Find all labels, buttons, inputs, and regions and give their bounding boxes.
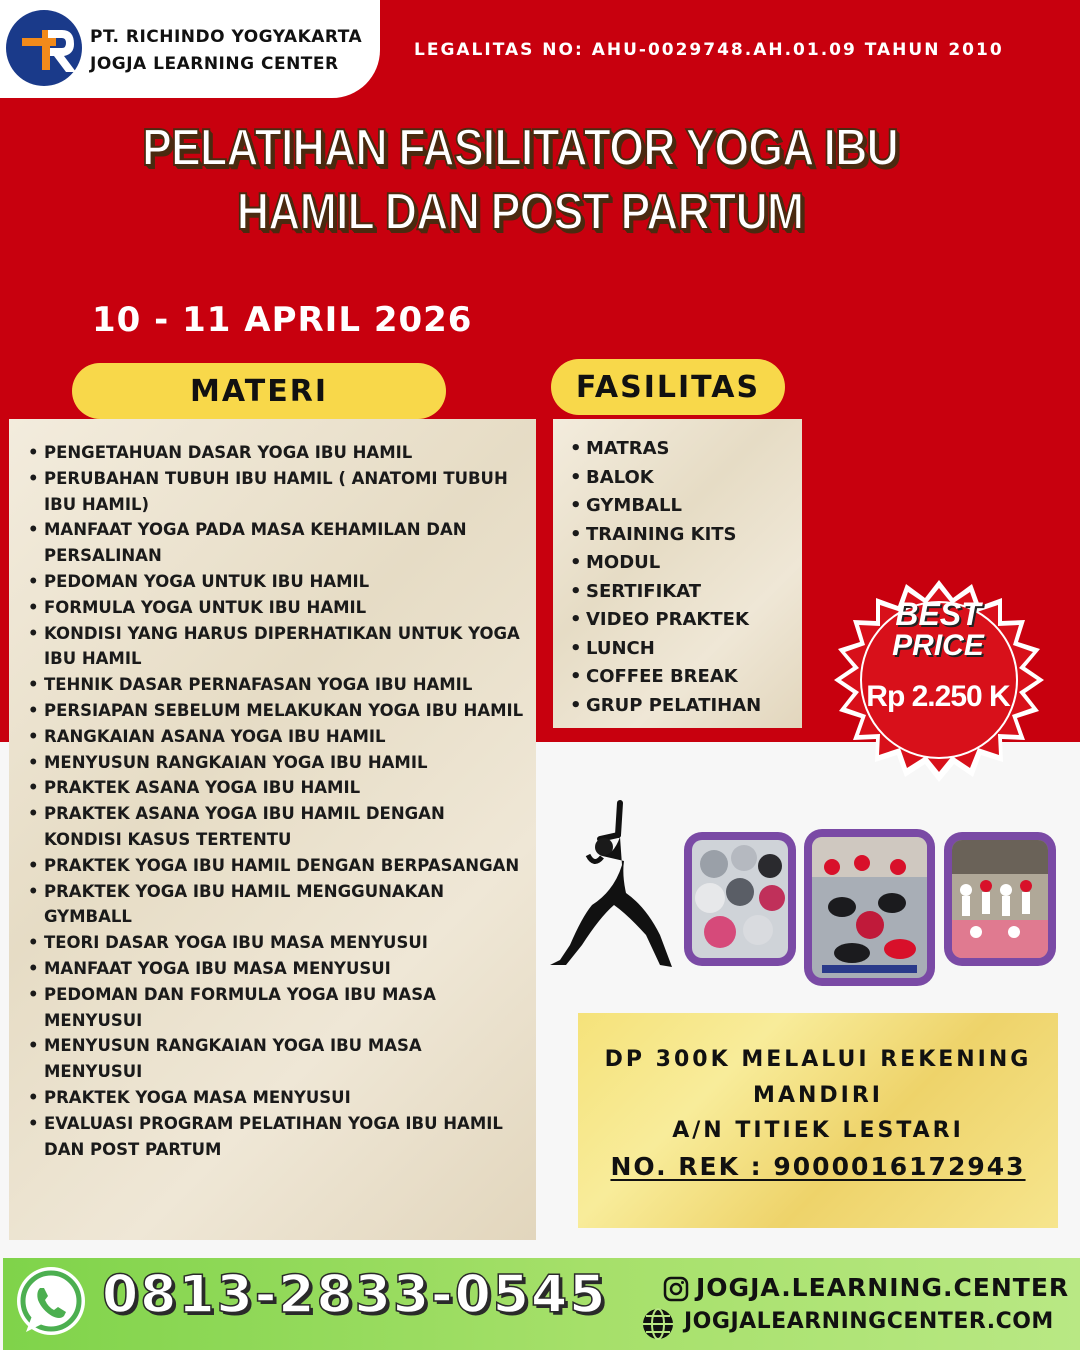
list-item: • EVALUASI PROGRAM PELATIHAN YOGA IBU HAMIL DAN POST PARTUM	[28, 1111, 524, 1163]
list-item: • PRAKTEK YOGA MASA MENYUSUI	[28, 1085, 524, 1111]
list-item: • MANFAAT YOGA IBU MASA MENYUSUI	[28, 956, 524, 982]
company-line-1: PT. RICHINDO YOGYAKARTA	[90, 27, 363, 47]
account-number: NO. REK : 9000016172943	[610, 1151, 1026, 1181]
photo-gymballs	[684, 832, 796, 966]
list-item: • VIDEO PRAKTEK	[570, 606, 800, 635]
list-item: • LUNCH	[570, 635, 800, 664]
globe-icon	[640, 1306, 676, 1342]
list-item: • PEDOMAN DAN FORMULA YOGA IBU MASA MENYUSUI	[28, 982, 524, 1034]
list-item: • PEDOMAN YOGA UNTUK IBU HAMIL	[28, 569, 524, 595]
list-item: • KONDISI YANG HARUS DIPERHATIKAN UNTUK YOGA IBU HAMIL	[28, 621, 524, 673]
list-item: • TRAINING KITS	[570, 521, 800, 550]
fasilitas-list	[570, 435, 800, 720]
phone-number[interactable]: 0813-2833-0545	[102, 1265, 608, 1325]
list-item: • TEHNIK DASAR PERNAFASAN YOGA IBU HAMIL	[28, 672, 524, 698]
list-item: • MENYUSUN RANGKAIAN YOGA IBU MASA MENYUSUI	[28, 1033, 524, 1085]
company-line-2: JOGJA LEARNING CENTER	[90, 54, 339, 74]
list-item: • PRAKTEK YOGA IBU HAMIL DENGAN BERPASANGAN	[28, 853, 524, 879]
list-item: • PRAKTEK ASANA YOGA IBU HAMIL DENGAN KONDISI KASUS TERTENTU	[28, 801, 524, 853]
whatsapp-icon[interactable]	[12, 1262, 90, 1340]
payment-line-3: A/N TITIEK LESTARI	[672, 1118, 964, 1143]
list-item: • SERTIFIKAT	[570, 578, 800, 607]
title-line-1: PELATIHAN FASILITATOR YOGA IBU	[142, 119, 898, 177]
list-item: • MANFAAT YOGA PADA MASA KEHAMILAN DAN PERSALINAN	[28, 517, 524, 569]
event-date: 10 - 11 APRIL 2026	[92, 300, 473, 340]
list-item: • MODUL	[570, 549, 800, 578]
badge-amount: Rp 2.250 K	[866, 680, 1010, 713]
list-item: • RANGKAIAN ASANA YOGA IBU HAMIL	[28, 724, 524, 750]
payment-line-1: DP 300K MELALUI REKENING	[604, 1047, 1032, 1072]
list-item: • TEORI DASAR YOGA IBU MASA MENYUSUI	[28, 930, 524, 956]
instagram-icon	[663, 1276, 689, 1302]
photo-group-class	[804, 829, 935, 986]
list-item: • BALOK	[570, 464, 800, 493]
list-item: • COFFEE BREAK	[570, 663, 800, 692]
materi-list	[28, 440, 524, 1162]
fasilitas-heading: FASILITAS	[551, 359, 785, 415]
website-url[interactable]: JOGJALEARNINGCENTER.COM	[684, 1309, 1054, 1334]
photo-yoga-hall	[944, 832, 1056, 966]
company-name	[90, 24, 362, 78]
list-item: • MENYUSUN RANGKAIAN YOGA IBU HAMIL	[28, 750, 524, 776]
logo-icon	[4, 8, 84, 88]
list-item: • PERUBAHAN TUBUH IBU HAMIL ( ANATOMI TUBUH IBU HAMIL)	[28, 466, 524, 518]
instagram-handle[interactable]: JOGJA.LEARNING.CENTER	[696, 1273, 1070, 1302]
list-item: • FORMULA YOGA UNTUK IBU HAMIL	[28, 595, 524, 621]
list-item: • MATRAS	[570, 435, 800, 464]
materi-heading: MATERI	[72, 363, 446, 419]
badge-price-text: PRICE	[892, 629, 984, 662]
list-item: • PRAKTEK ASANA YOGA IBU HAMIL	[28, 775, 524, 801]
list-item: • GRUP PELATIHAN	[570, 692, 800, 721]
list-item: • GYMBALL	[570, 492, 800, 521]
list-item: • PENGETAHUAN DASAR YOGA IBU HAMIL	[28, 440, 524, 466]
payment-line-2: MANDIRI	[753, 1082, 883, 1108]
title-line-2: HAMIL DAN POST PARTUM	[236, 183, 804, 241]
yoga-pose-figure	[542, 795, 682, 975]
list-item: • PRAKTEK YOGA IBU HAMIL MENGGUNAKAN GYMBALL	[28, 879, 524, 931]
payment-info	[578, 1042, 1058, 1184]
list-item: • PERSIAPAN SEBELUM MELAKUKAN YOGA IBU HAMIL	[28, 698, 524, 724]
badge-best-text: BEST	[895, 596, 981, 632]
legal-number: LEGALITAS NO: AHU-0029748.AH.01.09 TAHUN 2010	[414, 40, 1004, 60]
page-title	[133, 116, 907, 244]
